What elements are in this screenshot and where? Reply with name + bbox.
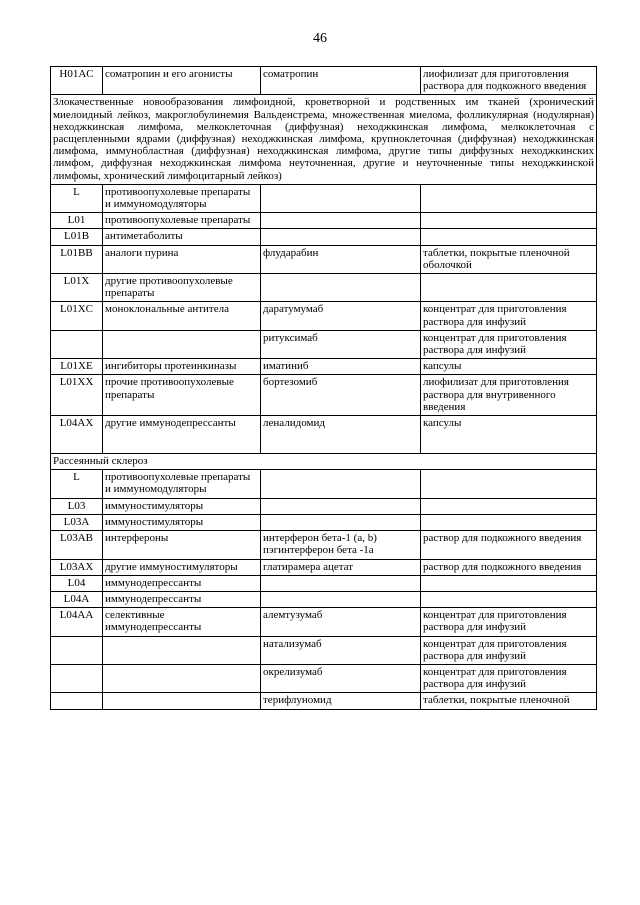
dosage-form [421,575,597,591]
drug-name: иматиниб [261,359,421,375]
dosage-form: концентрат для приготовления раствора для инфузий [421,608,597,636]
atc-code [51,636,103,664]
drug-group: прочие противоопухолевые препараты [103,375,261,416]
drug-name [261,213,421,229]
atc-code: L04A [51,591,103,607]
drug-group [103,664,261,692]
drug-name: соматропин [261,67,421,95]
drug-group: противоопухолевые препараты [103,213,261,229]
drug-name [261,498,421,514]
atc-code: L01 [51,213,103,229]
drug-name: терифлуномид [261,693,421,709]
table-row [51,359,597,375]
dosage-form [421,184,597,212]
drug-group: селективные иммунодепрессанты [103,608,261,636]
drug-name: леналидомид [261,416,421,454]
table-row [51,67,597,95]
table-row [51,575,597,591]
atc-code [51,693,103,709]
atc-code: L03 [51,498,103,514]
drug-group: другие иммуностимуляторы [103,559,261,575]
atc-code: L03A [51,514,103,530]
atc-code [51,664,103,692]
section-row [51,454,597,470]
atc-code: L04AX [51,416,103,454]
drug-group: иммуностимуляторы [103,498,261,514]
atc-code: L01X [51,274,103,302]
drug-name: глатирамера ацетат [261,559,421,575]
drug-name [261,591,421,607]
table-row [51,664,597,692]
table-row [51,693,597,709]
drug-group: аналоги пурина [103,245,261,273]
drug-name [261,229,421,245]
atc-code: L01BB [51,245,103,273]
table-row [51,302,597,330]
table-row [51,531,597,559]
table-row [51,375,597,416]
atc-code: L01B [51,229,103,245]
drug-group [103,693,261,709]
table-row [51,636,597,664]
dosage-form: таблетки, покрытые пленочной [421,693,597,709]
dosage-form: капсулы [421,416,597,454]
dosage-form: раствор для подкожного введения [421,559,597,575]
table-row [51,229,597,245]
dosage-form [421,470,597,498]
drug-group [103,636,261,664]
drug-name: интерферон бета-1 (a, b) пэгинтерферон бета -1a [261,531,421,559]
atc-code: L01XE [51,359,103,375]
drug-group [103,330,261,358]
dosage-form [421,274,597,302]
atc-code: L04AA [51,608,103,636]
dosage-form [421,591,597,607]
dosage-form: раствор для подкожного введения [421,531,597,559]
table-row [51,559,597,575]
drug-group: иммунодепрессанты [103,575,261,591]
drug-name: алемтузумаб [261,608,421,636]
table-row [51,274,597,302]
table-row [51,416,597,454]
drug-name: флударабин [261,245,421,273]
table-row [51,608,597,636]
drug-name: натализумаб [261,636,421,664]
drug-name [261,514,421,530]
table-row [51,213,597,229]
drug-group: антиметаболиты [103,229,261,245]
atc-code: L [51,470,103,498]
drug-group: противоопухолевые препараты и иммуномодуляторы [103,184,261,212]
atc-code: L03AB [51,531,103,559]
section-row [51,95,597,184]
drug-group: иммуностимуляторы [103,514,261,530]
table-row [51,591,597,607]
drug-name [261,274,421,302]
dosage-form: концентрат для приготовления раствора для инфузий [421,636,597,664]
dosage-form: концентрат для приготовления раствора для инфузий [421,330,597,358]
section-heading: Рассеянный склероз [51,454,597,470]
drug-group: противоопухолевые препараты и иммуномодуляторы [103,470,261,498]
drug-group: другие противоопухолевые препараты [103,274,261,302]
drug-name: бортезомиб [261,375,421,416]
atc-code: H01AC [51,67,103,95]
dosage-form: лиофилизат для приготовления раствора для внутривенного введения [421,375,597,416]
dosage-form: концентрат для приготовления раствора для инфузий [421,664,597,692]
drug-group: интерфероны [103,531,261,559]
drug-name [261,470,421,498]
table-row [51,470,597,498]
dosage-form: капсулы [421,359,597,375]
drug-group: иммунодепрессанты [103,591,261,607]
dosage-form: концентрат для приготовления раствора для инфузий [421,302,597,330]
atc-code: L03AX [51,559,103,575]
drug-group: моноклональные антитела [103,302,261,330]
table-row [51,498,597,514]
drug-group: ингибиторы протеинкиназы [103,359,261,375]
drug-group: другие иммунодепрессанты [103,416,261,454]
drug-name [261,184,421,212]
dosage-form: таблетки, покрытые пленочной оболочкой [421,245,597,273]
drug-name: окрелизумаб [261,664,421,692]
drug-name: даратумумаб [261,302,421,330]
atc-code: L01XC [51,302,103,330]
dosage-form: лиофилизат для приготовления раствора для подкожного введения [421,67,597,95]
dosage-form [421,213,597,229]
drug-name: ритуксимаб [261,330,421,358]
drug-table [50,66,597,710]
table-row [51,184,597,212]
drug-name [261,575,421,591]
dosage-form [421,229,597,245]
table-row [51,245,597,273]
atc-code [51,330,103,358]
atc-code: L04 [51,575,103,591]
atc-code: L [51,184,103,212]
drug-group: соматропин и его агонисты [103,67,261,95]
table-row [51,330,597,358]
atc-code: L01XX [51,375,103,416]
dosage-form [421,498,597,514]
section-heading: Злокачественные новообразования лимфоидной, кроветворной и родственных им тканей (хронический миелоидный лейкоз, макроглобулинемия Вальденстрема, множественная миелома, фолликулярная (нодулярная) неходжкинская лимфома, мелкоклеточная (диффузная) неходжкинская лимфома, мелкоклеточная с расщепленными ядрами (диффузная) неходжкинская лимфома, крупноклеточная (диффузная) неходжкинская лимфома, иммунобластная (диффузная) неходжкинская лимфома, другие типы диффузных неходжкинских лимфом, диффузная неходжкинская лимфома неуточненная, другие и неуточненные типы неходжкинской лимфомы, хронический лимфоцитарный лейкоз) [51,95,597,184]
table-row [51,514,597,530]
dosage-form [421,514,597,530]
page-number: 46 [313,31,327,46]
